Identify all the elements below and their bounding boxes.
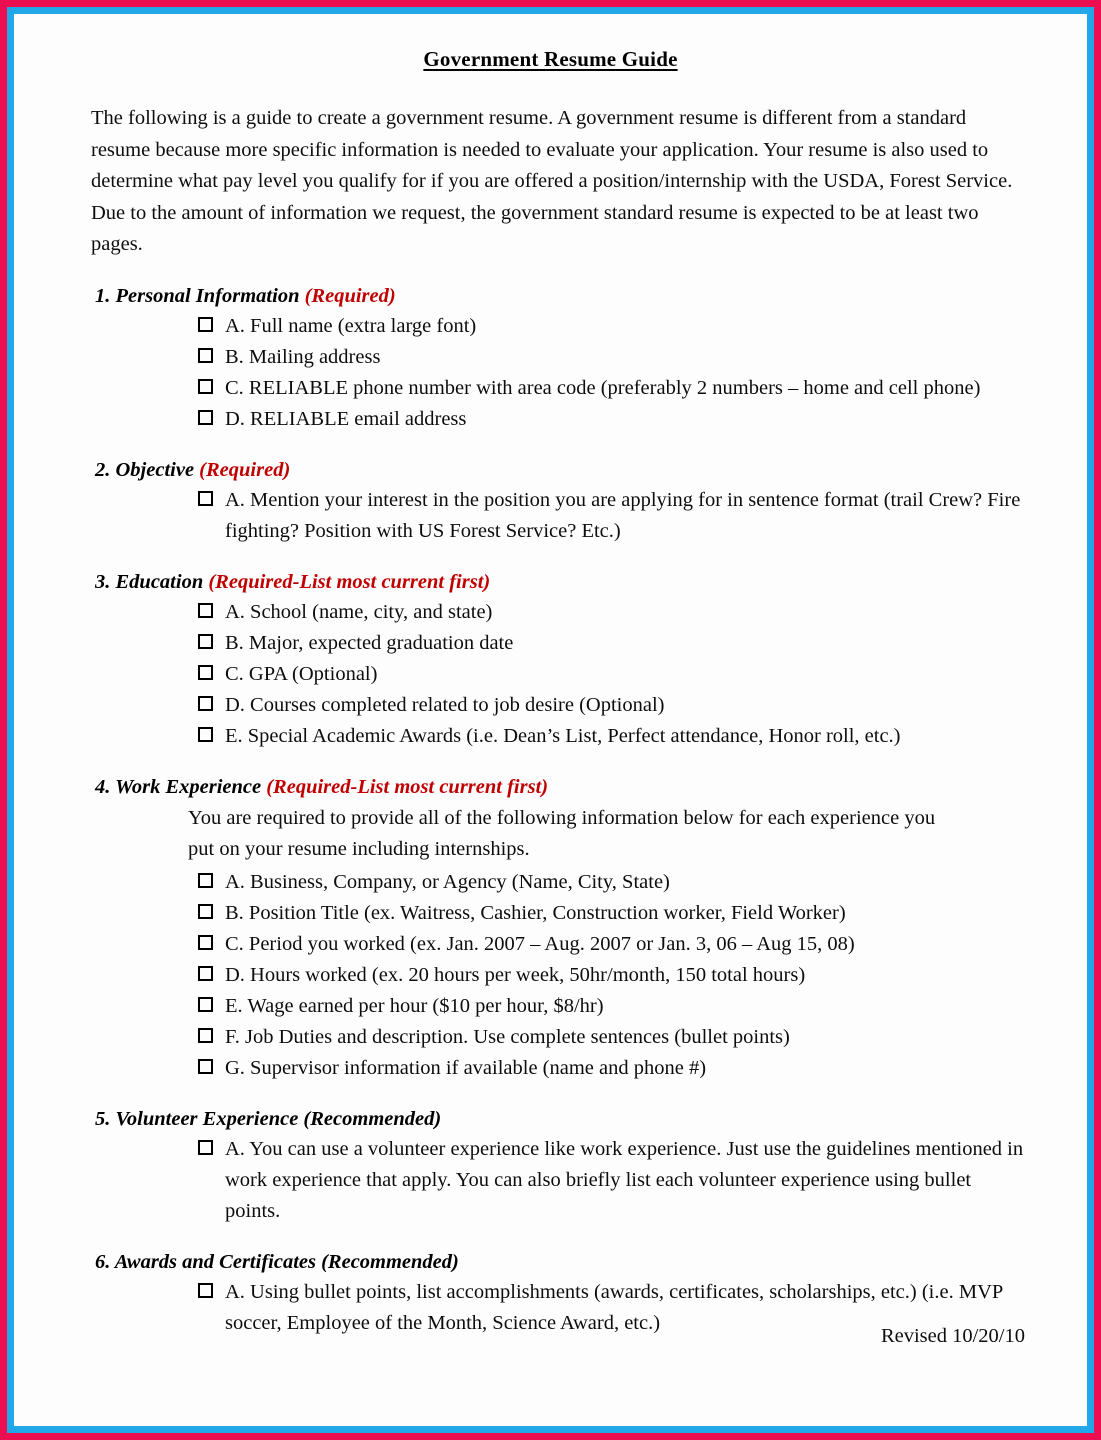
checkbox-icon[interactable]	[198, 1140, 213, 1155]
checkbox-item-label: A. You can use a volunteer experience like work experience. Just use the guidelines mentioned in work experience that apply. You can also briefly list each volunteer experience using bullet points.	[225, 1137, 1024, 1222]
checkbox-icon[interactable]	[198, 1283, 213, 1298]
checkbox-item-label: A. Business, Company, or Agency (Name, City, State)	[225, 870, 670, 893]
section-title: Work Experience	[115, 775, 262, 798]
section-number: 4.	[95, 775, 111, 798]
checkbox-list-item	[198, 721, 1025, 752]
checkbox-list	[76, 1134, 1025, 1227]
sections-container	[76, 283, 1025, 1339]
checkbox-icon[interactable]	[198, 317, 213, 332]
checkbox-item-label: A. School (name, city, and state)	[225, 600, 493, 623]
checkbox-list-item	[198, 898, 1025, 929]
checkbox-list-item	[198, 929, 1025, 960]
checkbox-item-label: C. RELIABLE phone number with area code (preferably 2 numbers – home and cell phone)	[225, 376, 981, 399]
checkbox-icon[interactable]	[198, 410, 213, 425]
section-5	[76, 1106, 1025, 1227]
checkbox-list-item	[198, 404, 1025, 435]
document-body	[14, 14, 1087, 1426]
section-number: 6.	[95, 1250, 111, 1273]
section-heading	[95, 774, 1025, 800]
section-qualifier: (Required-List most current first)	[208, 570, 491, 593]
checkbox-item-label: B. Mailing address	[225, 345, 381, 368]
checkbox-item-label: C. Period you worked (ex. Jan. 2007 – Aug. 2007 or Jan. 3, 06 – Aug 15, 08)	[225, 932, 855, 955]
section-number: 1.	[95, 284, 111, 307]
section-heading	[95, 569, 1025, 595]
checkbox-list	[76, 485, 1025, 547]
checkbox-list-item	[198, 373, 1025, 404]
checkbox-icon[interactable]	[198, 1028, 213, 1043]
checkbox-item-label: D. Hours worked (ex. 20 hours per week, 50hr/month, 150 total hours)	[225, 963, 806, 986]
section-heading	[95, 1249, 1025, 1275]
section-2	[76, 457, 1025, 547]
checkbox-list-item	[198, 485, 1025, 547]
intro-paragraph: The following is a guide to create a government resume. A government resume is different from a standard resume because more specific information is needed to evaluate your application. Your resume is also used to determine what pay level you qualify for if you are offered a position/internship with the USDA, Forest Service. Due to the amount of information we request, the government standard resume is expected to be at least two pages.	[91, 107, 1013, 256]
section-qualifier: (Required)	[199, 458, 291, 481]
section-qualifier: (Recommended)	[321, 1250, 459, 1273]
section-number: 2.	[95, 458, 111, 481]
checkbox-icon[interactable]	[198, 727, 213, 742]
section-qualifier: (Required-List most current first)	[266, 775, 549, 798]
checkbox-list	[76, 597, 1025, 752]
checkbox-icon[interactable]	[198, 1059, 213, 1074]
revised-date: Revised 10/20/10	[880, 1325, 1025, 1347]
checkbox-list-item	[198, 1022, 1025, 1053]
section-title: Volunteer Experience	[115, 1107, 299, 1130]
checkbox-item-label: F. Job Duties and description. Use complete sentences (bullet points)	[225, 1025, 790, 1048]
checkbox-item-label: D. RELIABLE email address	[225, 407, 467, 430]
section-number: 5.	[95, 1107, 111, 1130]
section-heading	[95, 1106, 1025, 1132]
section-title: Personal Information	[115, 284, 300, 307]
checkbox-item-label: A. Using bullet points, list accomplishments (awards, certificates, scholarships, etc.) (i.e. MVP soccer, Employee of the Month, Science Award, etc.)	[225, 1280, 1003, 1334]
checkbox-item-label: C. GPA (Optional)	[225, 662, 378, 685]
document-page	[14, 14, 1087, 1426]
section-qualifier: (Required)	[304, 284, 396, 307]
checkbox-list-item	[198, 867, 1025, 898]
page-title: Government Resume Guide	[423, 47, 678, 71]
checkbox-icon[interactable]	[198, 665, 213, 680]
section-4	[76, 774, 1025, 1084]
checkbox-icon[interactable]	[198, 997, 213, 1012]
checkbox-item-label: E. Special Academic Awards (i.e. Dean’s List, Perfect attendance, Honor roll, etc.)	[225, 724, 901, 747]
section-number: 3.	[95, 570, 111, 593]
checkbox-icon[interactable]	[198, 348, 213, 363]
checkbox-icon[interactable]	[198, 935, 213, 950]
checkbox-icon[interactable]	[198, 603, 213, 618]
checkbox-list-item	[198, 991, 1025, 1022]
checkbox-list-item	[198, 659, 1025, 690]
checkbox-icon[interactable]	[198, 873, 213, 888]
section-3	[76, 569, 1025, 752]
checkbox-list-item	[198, 960, 1025, 991]
section-title: Education	[115, 570, 204, 593]
checkbox-item-label: G. Supervisor information if available (name and phone #)	[225, 1056, 707, 1079]
checkbox-icon[interactable]	[198, 904, 213, 919]
section-intro: You are required to provide all of the following information below for each experience you put on your resume including internships.	[188, 806, 936, 860]
checkbox-item-label: B. Major, expected graduation date	[225, 631, 514, 654]
checkbox-list	[76, 311, 1025, 435]
checkbox-icon[interactable]	[198, 491, 213, 506]
checkbox-list-item	[198, 311, 1025, 342]
checkbox-list-item	[198, 628, 1025, 659]
scan-frame-inner	[7, 7, 1094, 1433]
checkbox-item-label: A. Mention your interest in the position you are applying for in sentence format (trail Crew? Fire fighting? Position with US Forest Service? Etc.)	[225, 488, 1021, 542]
checkbox-item-label: D. Courses completed related to job desire (Optional)	[225, 693, 665, 716]
section-qualifier: (Recommended)	[303, 1107, 442, 1130]
checkbox-item-label: B. Position Title (ex. Waitress, Cashier, Construction worker, Field Worker)	[225, 901, 846, 924]
checkbox-icon[interactable]	[198, 379, 213, 394]
section-title: Awards and Certificates	[114, 1250, 316, 1273]
section-title: Objective	[115, 458, 195, 481]
section-1	[76, 283, 1025, 435]
checkbox-list-item	[198, 342, 1025, 373]
checkbox-list	[76, 867, 1025, 1084]
checkbox-item-label: E. Wage earned per hour ($10 per hour, $8/hr)	[225, 994, 604, 1017]
checkbox-icon[interactable]	[198, 696, 213, 711]
section-heading	[95, 457, 1025, 483]
checkbox-list-item	[198, 1134, 1025, 1227]
checkbox-icon[interactable]	[198, 634, 213, 649]
checkbox-item-label: A. Full name (extra large font)	[225, 314, 477, 337]
checkbox-list-item	[198, 597, 1025, 628]
checkbox-icon[interactable]	[198, 966, 213, 981]
checkbox-list-item	[198, 690, 1025, 721]
checkbox-list-item	[198, 1053, 1025, 1084]
section-heading	[95, 283, 1025, 309]
